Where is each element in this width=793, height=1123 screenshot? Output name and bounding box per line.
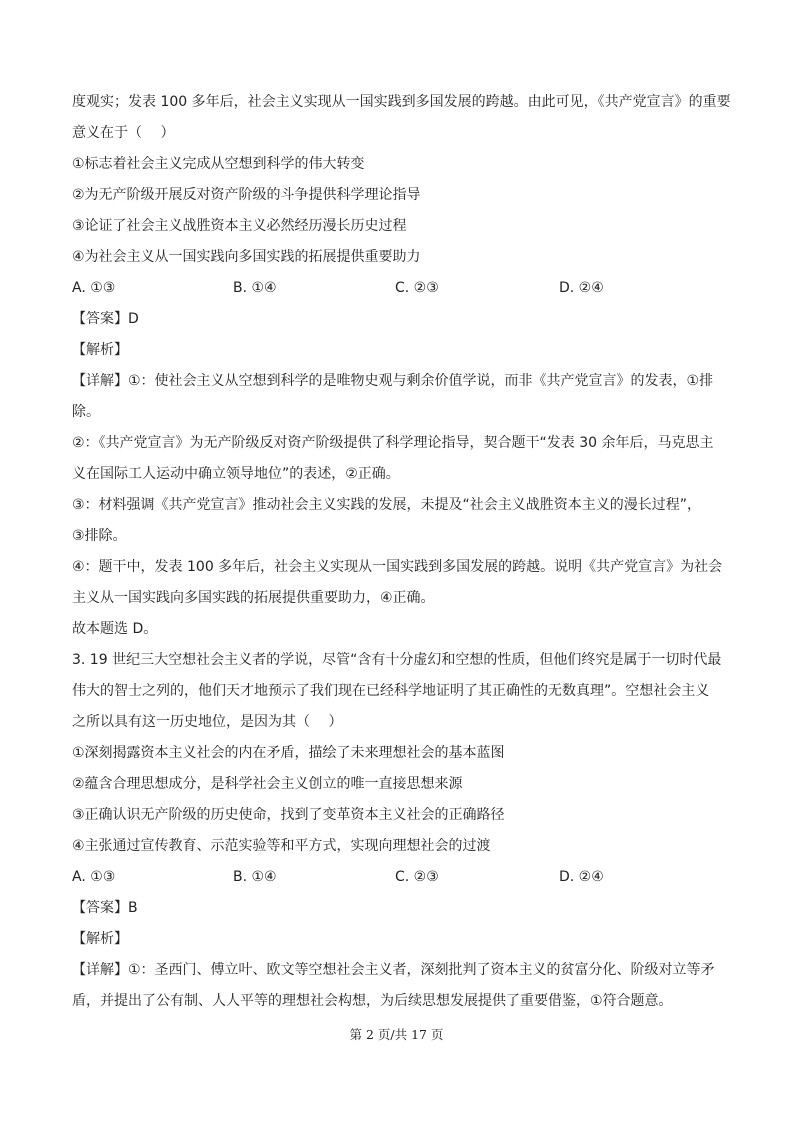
- q3-stem-line: 3. 19 世纪三大空想社会主义者的学说，尽管“含有十分虚幻和空想的性质，但他们终究是属于一切时代最: [72, 652, 722, 668]
- q2-analysis-line: ③排除。: [72, 528, 127, 544]
- q3-options: [72, 867, 732, 887]
- q3-answer: 【答案】B: [72, 900, 138, 916]
- q2-options: [72, 278, 732, 298]
- q2-statement: ③论证了社会主义战胜资本主义必然经历漫长历史过程: [72, 218, 407, 234]
- q3-option-d: D. ②④: [559, 869, 604, 885]
- q3-analysis-title: 【解析】: [72, 931, 128, 947]
- q2-analysis-line: 除。: [72, 404, 100, 420]
- q2-analysis-line: ②：《共产党宣言》为无产阶级反对资产阶级提供了科学理论指导，契合题干“发表 30 余年后，马克思主: [72, 435, 714, 451]
- q3-option-c: C. ②③: [395, 869, 439, 885]
- q2-analysis-line: 【详解】①：使社会主义从空想到科学的是唯物史观与剩余价值学说，而非《共产党宣言》的发表，①排: [72, 373, 714, 389]
- page-footer: 第 2 页/共 17 页: [349, 1027, 444, 1042]
- q2-analysis-line: 主义从一国实践向多国实践的拓展提供重要助力，④正确。: [72, 590, 435, 606]
- q2-statement: ②为无产阶级开展反对资产阶级的斗争提供科学理论指导: [72, 187, 421, 203]
- q3-statement: ②蕴含合理思想成分，是科学社会主义创立的唯一直接思想来源: [72, 776, 463, 792]
- q2-stem-line: 意义在于（ ）: [72, 125, 175, 141]
- page-content: [72, 92, 732, 1022]
- q2-analysis-line: 故本题选 D。: [72, 621, 158, 637]
- q2-analysis-line: 义在国际工人运动中确立领导地位”的表述，②正确。: [72, 466, 400, 482]
- q3-statement: ①深刻揭露资本主义社会的内在矛盾，描绘了未来理想社会的基本蓝图: [72, 745, 505, 761]
- q3-analysis-line: 【详解】①：圣西门、傅立叶、欧文等空想社会主义者，深刻批判了资本主义的贫富分化、阶级对立等矛: [72, 962, 715, 978]
- q3-option-a: A. ①③: [72, 869, 116, 885]
- q3-analysis-line: 盾，并提出了公有制、人人平等的理想社会构想，为后续思想发展提供了重要借鉴，①符合题意。: [72, 993, 673, 1009]
- q2-answer: 【答案】D: [72, 311, 139, 327]
- q2-option-b: B. ①④: [233, 280, 277, 296]
- q2-analysis-line: ④：题干中，发表 100 多年后，社会主义实现从一国实践到多国发展的跨越。说明《共产党宣言》为社会: [72, 559, 723, 575]
- q3-stem-line: 伟大的智士之列的，他们天才地预示了我们现在已经科学地证明了其正确性的无数真理”。空想社会主义: [72, 683, 710, 699]
- q2-option-c: C. ②③: [395, 280, 439, 296]
- q3-statement: ③正确认识无产阶级的历史使命，找到了变革资本主义社会的正确路径: [72, 807, 505, 823]
- q3-stem-line: 之所以具有这一历史地位，是因为其（ ）: [72, 714, 343, 730]
- q3-option-b: B. ①④: [233, 869, 277, 885]
- q2-statement: ①标志着社会主义完成从空想到科学的伟大转变: [72, 156, 365, 172]
- q2-statement: ④为社会主义从一国实践向多国实践的拓展提供重要助力: [72, 249, 421, 265]
- q2-analysis-line: ③：材料强调《共产党宣言》推动社会主义实践的发展，未提及“社会主义战胜资本主义的漫长过程”，: [72, 497, 702, 513]
- q2-stem-line: 度观实；发表 100 多年后，社会主义实现从一国实践到多国发展的跨越。由此可见，《共产党宣言》的重要: [72, 94, 731, 110]
- q3-statement: ④主张通过宣传教育、示范实验等和平方式，实现向理想社会的过渡: [72, 838, 491, 854]
- q2-option-a: A. ①③: [72, 280, 116, 296]
- q2-analysis-title: 【解析】: [72, 342, 128, 358]
- q2-option-d: D. ②④: [559, 280, 604, 296]
